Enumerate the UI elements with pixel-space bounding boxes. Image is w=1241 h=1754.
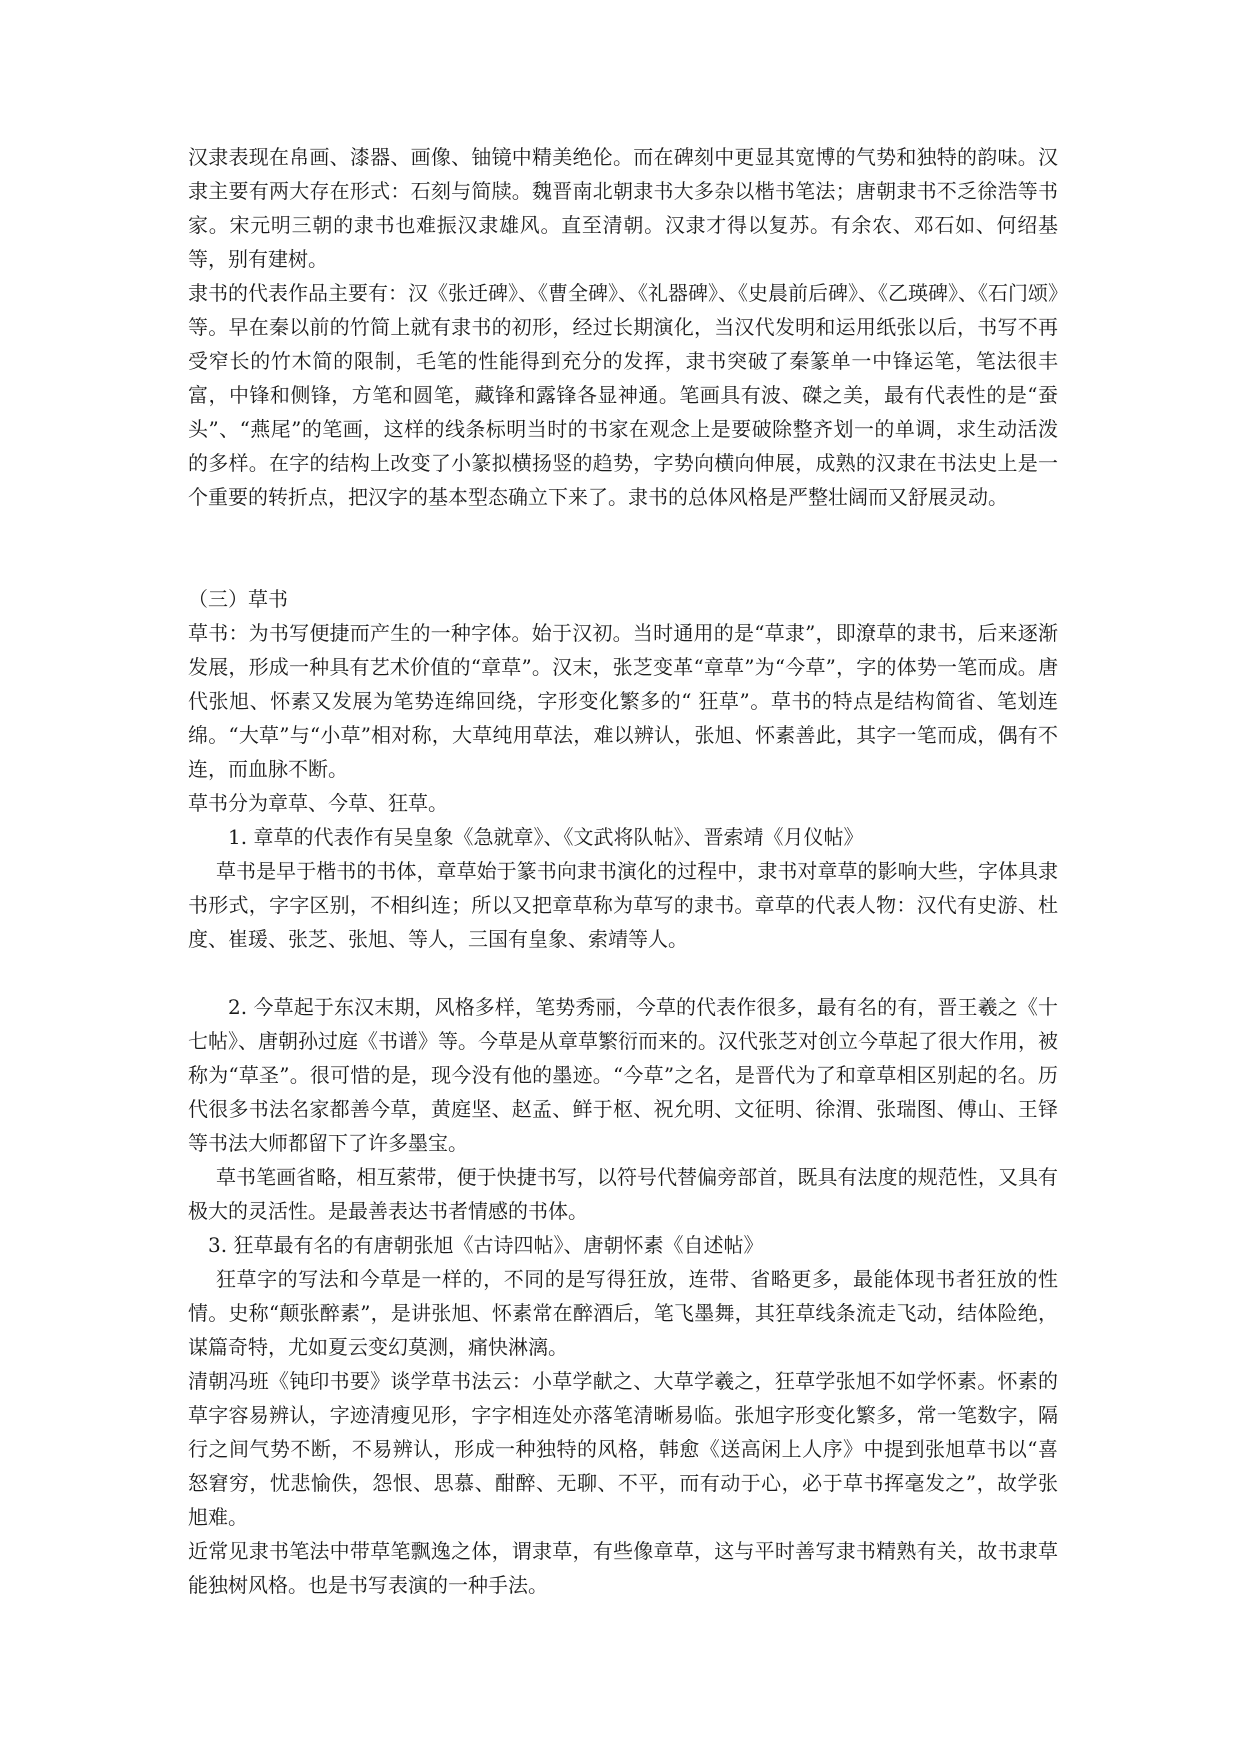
paragraph-zhangcao-body: 草书是早于楷书的书体，章草始于篆书向隶书演化的过程中，隶书对章草的影响大些，字体具隶书形式，字字区别，不相纠连；所以又把章草称为草写的隶书。章草的代表人物：汉代有史游、杜度、崔瑗、张芝、张旭、等人，三国有皇象、索靖等人。	[188, 859, 1058, 951]
paragraph-lishu-intro: 汉隶表现在帛画、漆器、画像、铀镜中精美绝伦。而在碑刻中更显其宽博的气势和独特的韵味。汉隶主要有两大存在形式：石刻与简牍。魏晋南北朝隶书大多杂以楷书笔法；唐朝隶书不乏徐浩等书家。宋元明三朝的隶书也难振汉隶雄风。直至清朝。汉隶才得以复苏。有余农、邓石如、何绍基等，别有建树。	[188, 145, 1058, 271]
paragraph-lishu-works: 隶书的代表作品主要有：汉《张迁碑》、《曹全碑》、《礼器碑》、《史晨前后碑》、《乙瑛碑》、《石门颂》等。早在秦以前的竹简上就有隶书的初形，经过长期演化，当汉代发明和运用纸张以后，书写不再受窄长的竹木简的限制，毛笔的性能得到充分的发挥，隶书突破了秦篆单一中锋运笔，笔法很丰富，中锋和侧锋，方笔和圆笔，藏锋和露锋各显神通。笔画具有波、磔之美，最有代表性的是“蚕头”、“燕尾”的笔画，这样的线条标明当时的书家在观念上是要破除整齐划一的单调，求生动活泼的多样。在字的结构上改变了小篆拟横扬竖的趋势，字势向横向伸展，成熟的汉隶在书法史上是一个重要的转折点，把汉字的基本型态确立下来了。隶书的总体风格是严整壮阔而又舒展灵动。	[188, 281, 1058, 509]
paragraph-jincao-style: 草书笔画省略，相互萦带，便于快捷书写，以符号代替偏旁部首，既具有法度的规范性，又具有极大的灵活性。是最善表达书者情感的书体。	[188, 1165, 1058, 1223]
list-item-zhangcao-title: 1. 章草的代表作有吴皇象《急就章》、《文武将队帖》、晋索靖《月仪帖》	[228, 825, 864, 849]
paragraph-kuangcao-body: 狂草字的写法和今草是一样的，不同的是写得狂放，连带、省略更多，最能体现书者狂放的性情。史称“颠张醉素”，是讲张旭、怀素常在醉酒后，笔飞墨舞，其狂草线条流走飞动，结体险绝，谋篇奇特，尤如夏云变幻莫测，痛快淋漓。	[188, 1267, 1058, 1359]
blank-spacer	[188, 514, 1058, 582]
list-item-jincao: 2. 今草起于东汉末期，风格多样，笔势秀丽，今草的代表作很多，最有名的有，晋王羲之《十七帖》、唐朝孙过庭《书谱》等。今草是从章草繁衍而来的。汉代张芝对创立今草起了很大作用，被称为“草圣”。很可惜的是，现今没有他的墨迹。“今草”之名，是晋代为了和章草相区别起的名。历代很多书法名家都善今草，黄庭坚、赵孟、鲜于枢、祝允明、文征明、徐渭、张瑞图、傅山、王铎等书法大师都留下了许多墨宝。	[188, 995, 1058, 1155]
paragraph-li-cao: 近常见隶书笔法中带草笔飘逸之体，谓隶草，有些像章草，这与平时善写隶书精熟有关，故书隶草能独树风格。也是书写表演的一种手法。	[188, 1539, 1058, 1597]
section-heading-caoshu: （三）草书	[188, 587, 288, 611]
blank-spacer	[188, 956, 1058, 990]
list-item-kuangcao-title: 3. 狂草最有名的有唐朝张旭《古诗四帖》、唐朝怀素《自述帖》	[208, 1233, 764, 1257]
paragraph-qing-quote: 清朝冯班《钝印书要》谈学草书法云：小草学献之、大草学羲之，狂草学张旭不如学怀素。怀素的草字容易辨认，字迹清瘦见形，字字相连处亦落笔清晰易临。张旭字形变化繁多，常一笔数字，隔行之间气势不断，不易辨认，形成一种独特的风格，韩愈《送高闲上人序》中提到张旭草书以“喜怒窘穷，忧悲愉佚，怨恨、思慕、酣醉、无聊、不平，而有动于心，必于草书挥毫发之”，故学张旭难。	[188, 1369, 1058, 1529]
document-body	[188, 140, 1058, 1602]
paragraph-caoshu-definition: 草书：为书写便捷而产生的一种字体。始于汉初。当时通用的是“草隶”，即潦草的隶书，后来逐渐发展，形成一种具有艺术价值的“章草”。汉末，张芝变革“章草”为“今草”，字的体势一笔而成。唐代张旭、怀素又发展为笔势连绵回绕，字形变化繁多的“ 狂草”。草书的特点是结构简省、笔划连绵。“大草”与“小草”相对称，大草纯用草法，难以辨认，张旭、怀素善此，其字一笔而成，偶有不连，而血脉不断。	[188, 621, 1058, 781]
paragraph-caoshu-types: 草书分为章草、今草、狂草。	[188, 791, 448, 815]
